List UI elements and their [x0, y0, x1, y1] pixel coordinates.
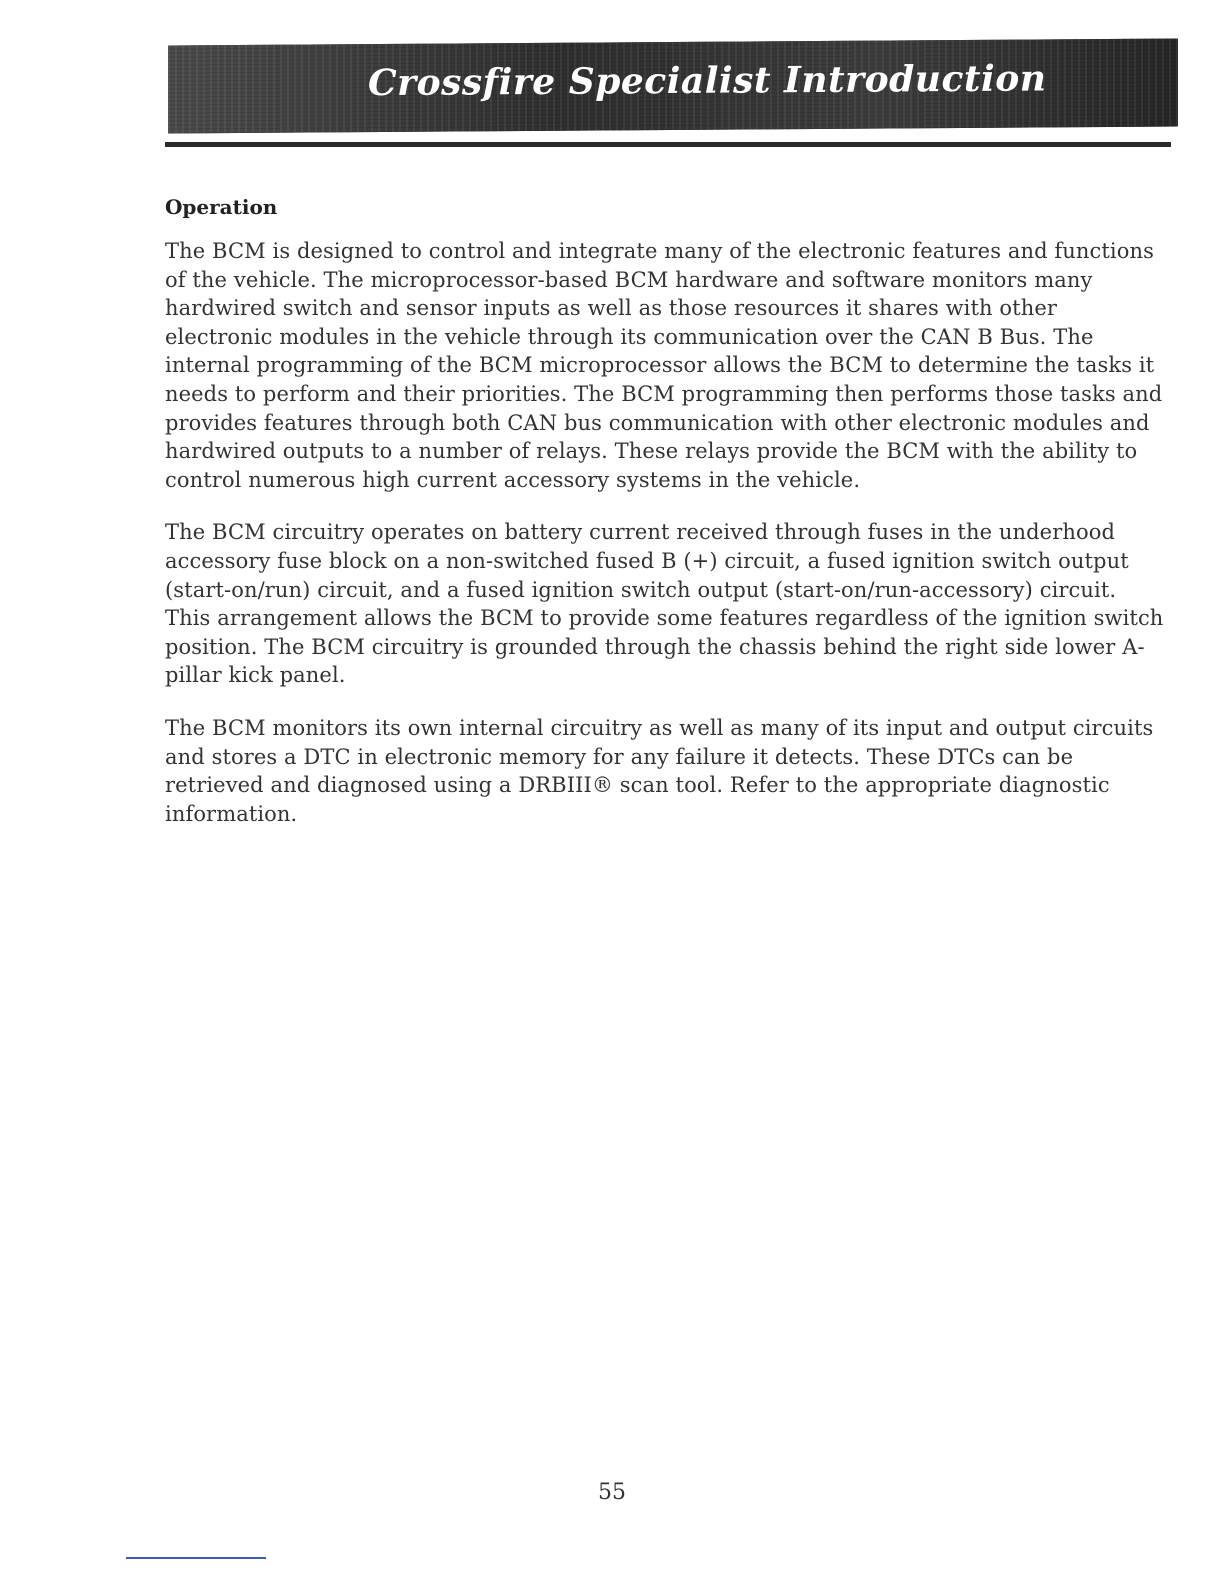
paragraph-3: The BCM monitors its own internal circuitry as well as many of its input and output circuits and stores a DTC in electronic memory for any failure it detects. These DTCs can be retrieved and diagnosed using a DRBIII® scan tool. Refer to the appropriate diagnostic information. — [165, 715, 1154, 826]
paragraph-1: The BCM is designed to control and integrate many of the electronic features and functions of the vehicle. The microprocessor-based BCM hardware and software monitors many hardwired switch and sensor inputs as well as those resources it shares with other electronic modules in the vehicle through its communication over the CAN B Bus. The internal programming of the BCM microprocessor allows the BCM to determine the tasks it needs to perform and their priorities. The BCM programming then performs those tasks and provides features through both CAN bus communication with other electronic modules and hardwired outputs to a number of relays. These relays provide the BCM with the ability to control numerous high current accessory systems in the vehicle. — [165, 239, 1163, 492]
page-title: Crossfire Specialist Introduction — [368, 57, 1047, 105]
page-number: 55 — [598, 1480, 626, 1505]
header-rule — [165, 142, 1171, 147]
header-banner — [168, 38, 1178, 133]
main-content — [165, 195, 1165, 852]
paragraph-2: The BCM circuitry operates on battery current received through fuses in the underhood accessory fuse block on a non-switched fused B (+) circuit, a fused ignition switch output (start-on/run) circuit, and a fused ignition switch output (start-on/run-accessory) circuit. This arrangement allows the BCM to provide some features regardless of the ignition switch position. The BCM circuitry is grounded through the chassis behind the right side lower A-pillar kick panel. — [165, 520, 1164, 688]
section-heading: Operation — [165, 195, 278, 219]
footer-divider — [126, 1557, 266, 1559]
